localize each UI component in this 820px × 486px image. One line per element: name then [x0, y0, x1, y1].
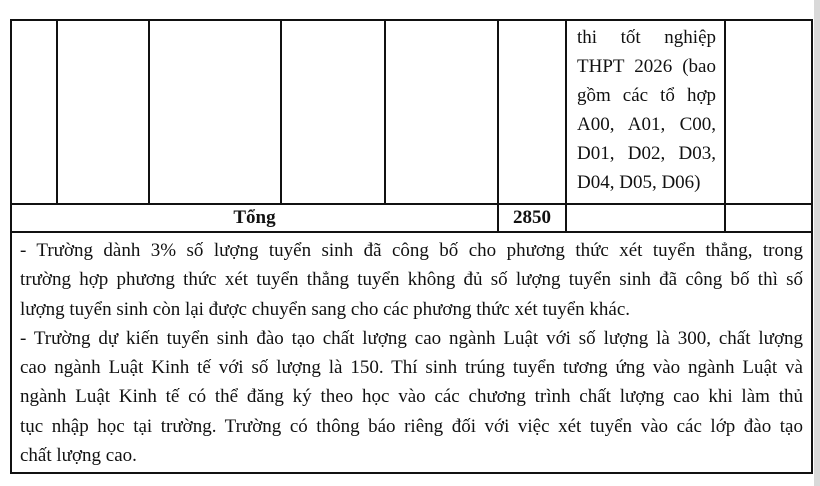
total-label: Tổng [11, 204, 498, 232]
text-line: D04, D05, D06) [577, 172, 701, 193]
table-cell [725, 204, 812, 232]
table-cell [725, 20, 812, 204]
total-value: 2850 [498, 204, 566, 232]
table-cell [385, 20, 498, 204]
admission-method-cell [566, 20, 725, 204]
note-line: ngành Luật Kinh tế có thể đăng ký theo học vào các chương trình chất lượng cao khi làm thủ [20, 386, 803, 408]
text-line: thi tốt nghiệp [577, 27, 716, 48]
note-line: trường hợp phương thức xét tuyển thẳng tuyển không đủ số lượng tuyển sinh đã công bố thì số [20, 269, 803, 291]
notes-cell [11, 232, 812, 473]
text-line: gồm các tổ hợp [577, 85, 716, 106]
table-cell [149, 20, 281, 204]
note-line: - Trường dự kiến tuyển sinh đào tạo chất lượng cao ngành Luật với số lượng là 300, chất lượng [20, 327, 803, 349]
admission-table [10, 19, 813, 474]
table-row [11, 20, 812, 204]
note-line: - Trường dành 3% số lượng tuyển sinh đã công bố cho phương thức xét tuyển thẳng, trong [20, 240, 803, 261]
text-line: D01, D02, D03, [577, 143, 716, 164]
text-line: A00, A01, C00, [577, 114, 716, 135]
page-edge [814, 0, 820, 486]
notes-row [11, 232, 812, 473]
note-line: cao ngành Luật Kinh tế với số lượng là 150. Thí sinh trúng tuyển tương ứng vào ngành Luật và [20, 357, 803, 379]
total-row [11, 204, 812, 232]
note-line: tục nhập học tại trường. Trường có thông báo riêng đối với việc xét tuyển vào các lớp đào tạo [20, 415, 803, 437]
note-line: chất lượng cao. [20, 445, 137, 467]
table-cell [11, 20, 57, 204]
table-cell [566, 204, 725, 232]
table-cell [57, 20, 149, 204]
table-cell [498, 20, 566, 204]
text-line: THPT 2026 (bao [577, 56, 716, 77]
table-cell [281, 20, 385, 204]
note-line: lượng tuyển sinh còn lại được chuyển sang cho các phương thức xét tuyển khác. [20, 298, 631, 320]
